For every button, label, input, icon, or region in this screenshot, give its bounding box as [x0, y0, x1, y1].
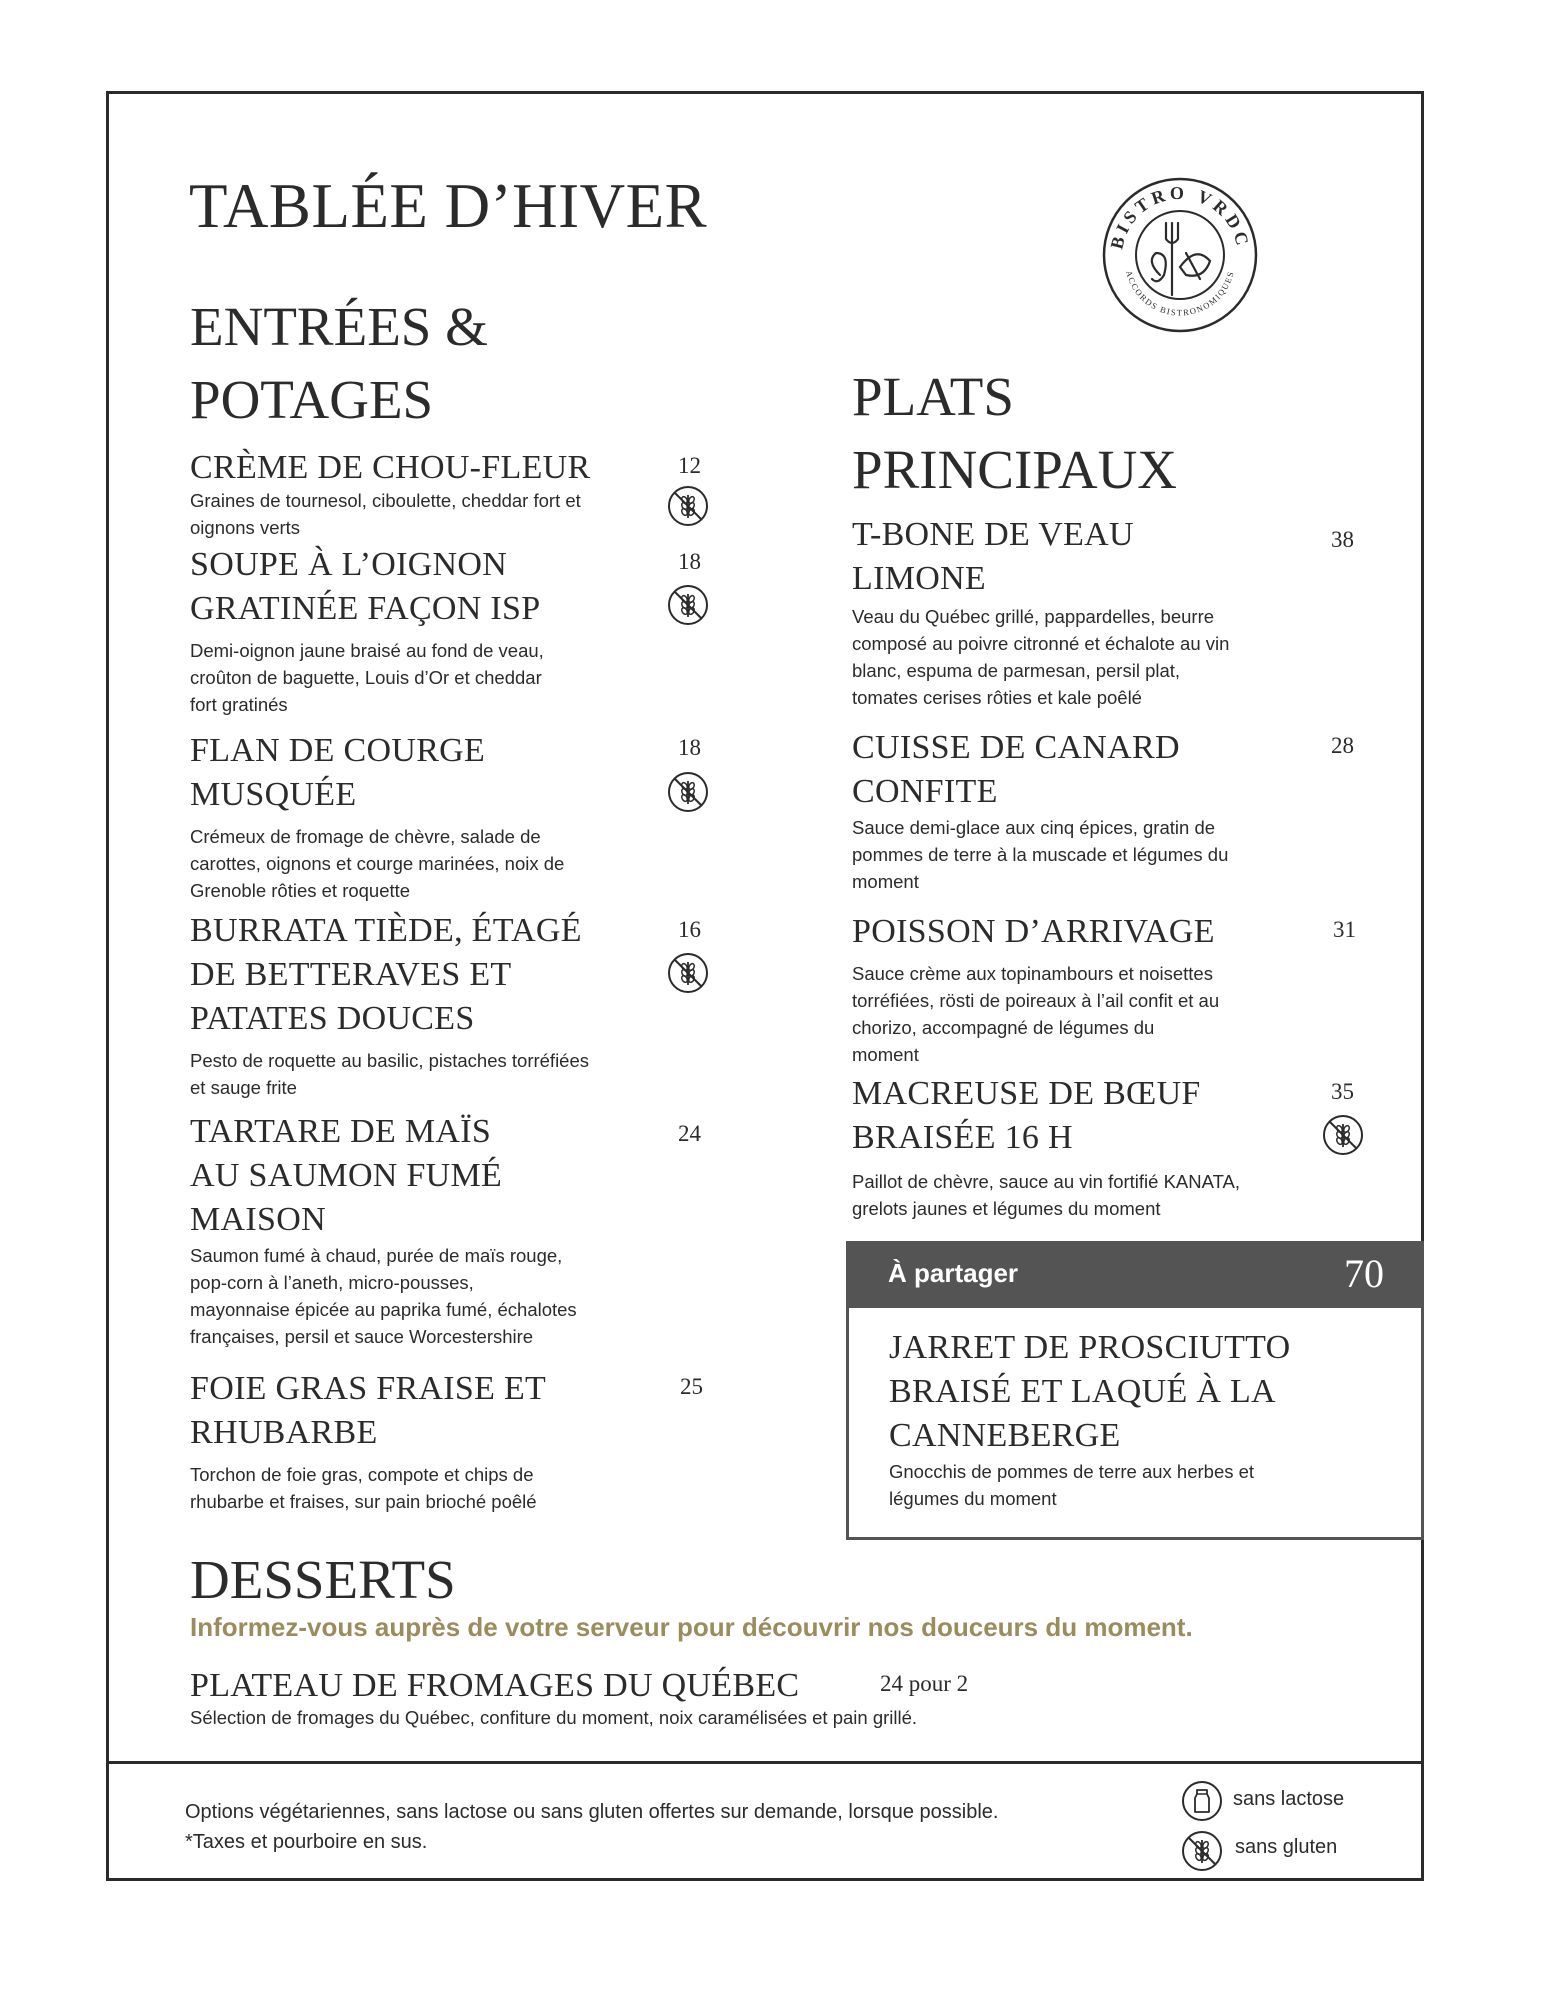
gluten-free-icon — [667, 771, 709, 813]
item-description: Pesto de roquette au basilic, pistaches torréfiées et sauge frite — [190, 1050, 590, 1098]
menu-item-soupe-oignon — [190, 543, 660, 718]
item-price: 24 — [678, 1121, 701, 1146]
item-price: 31 — [1333, 917, 1356, 942]
item-description: Gnocchis de pommes de terre aux herbes et légumes du moment — [889, 1461, 1255, 1509]
share-item-box — [846, 1308, 1424, 1540]
legend-gluten-label: sans gluten — [1235, 1836, 1338, 1858]
footer-divider — [106, 1761, 1424, 1764]
logo-arc-top: BISTRO VRDC — [1106, 182, 1254, 252]
item-name: BURRATA TIÈDE, ÉTAGÉ DE BETTERAVES ET PATATES DOUCES — [190, 912, 582, 1037]
item-name: CRÈME DE CHOU-FLEUR — [190, 449, 591, 486]
bistro-logo — [1100, 175, 1260, 335]
share-banner — [846, 1241, 1424, 1308]
item-description: Crémeux de fromage de chèvre, salade de carottes, oignons et courge marinées, noix de Grenoble rôties et roquette — [190, 826, 565, 901]
plats-title: PLATS PRINCIPAUX — [852, 366, 1178, 500]
item-price: 28 — [1331, 733, 1354, 758]
gluten-free-icon — [667, 952, 709, 994]
item-description: Saumon fumé à chaud, purée de maïs rouge, pop-corn à l’aneth, micro-pousses, mayonnaise épicée au paprika fumé, échalotes françaises, persil et sauce Worcestershire — [190, 1245, 577, 1347]
menu-item-cuisse-canard — [852, 726, 1292, 895]
menu-item-tartare-mais — [190, 1110, 660, 1350]
item-name: JARRET DE PROSCIUTTO BRAISÉ ET LAQUÉ À LA CANNEBERGE — [889, 1329, 1291, 1454]
item-name: FOIE GRAS FRAISE ET RHUBARBE — [190, 1370, 547, 1451]
cheese-plate-price: 24 pour 2 — [880, 1671, 969, 1696]
item-description: Torchon de foie gras, compote et chips de rhubarbe et fraises, sur pain brioché poêlé — [190, 1464, 537, 1512]
lactose-free-icon — [1181, 1780, 1223, 1822]
item-price: 18 — [678, 549, 701, 574]
menu-title: TABLÉE D’HIVER — [189, 171, 708, 241]
item-description: Paillot de chèvre, sauce au vin fortifié KANATA, grelots jaunes et légumes du moment — [852, 1171, 1240, 1219]
legend-lactose-label: sans lactose — [1233, 1788, 1345, 1810]
item-name: CUISSE DE CANARD CONFITE — [852, 729, 1180, 810]
item-price: 16 — [678, 917, 701, 942]
gluten-free-icon — [1322, 1114, 1364, 1156]
menu-item-burrata — [190, 909, 660, 1101]
menu-item-creme-chou-fleur — [190, 449, 660, 541]
menu-item-poisson-arrivage — [852, 910, 1292, 1068]
share-label: À partager — [888, 1258, 1019, 1288]
footer-options-note: Options végétariennes, sans lactose ou sans gluten offertes sur demande, lorsque possible. — [185, 1801, 999, 1823]
item-price: 35 — [1331, 1079, 1354, 1104]
gluten-free-icon — [1181, 1830, 1223, 1872]
item-name: FLAN DE COURGE MUSQUÉE — [190, 732, 486, 813]
menu-item-jarret-prosciutto — [889, 1326, 1389, 1512]
footer-taxes-note: *Taxes et pourboire en sus. — [185, 1831, 428, 1853]
item-price: 38 — [1331, 527, 1354, 552]
gluten-free-icon — [667, 485, 709, 527]
item-name: POISSON D’ARRIVAGE — [852, 913, 1215, 950]
item-name: T-BONE DE VEAU LIMONE — [852, 516, 1134, 597]
menu-item-foie-gras — [190, 1367, 660, 1515]
item-name: MACREUSE DE BŒUF BRAISÉE 16 H — [852, 1075, 1201, 1156]
svg-text:BISTRO VRDC — [1106, 183, 1253, 251]
item-price: 12 — [678, 453, 701, 478]
item-description: Sauce demi-glace aux cinq épices, gratin de pommes de terre à la muscade et légumes du moment — [852, 817, 1229, 892]
item-price: 18 — [678, 735, 701, 760]
menu-item-macreuse-boeuf — [852, 1072, 1292, 1222]
item-description: Graines de tournesol, ciboulette, cheddar fort et oignons verts — [190, 490, 581, 538]
share-price: 70 — [1344, 1251, 1384, 1296]
logo-arc-bottom: ACCORDS BISTRONOMIQUES — [1124, 269, 1236, 318]
cheese-plate-description: Sélection de fromages du Québec, confiture du moment, noix caramélisées et pain grillé. — [190, 1707, 918, 1728]
menu-item-t-bone-veau — [852, 513, 1292, 711]
item-name: TARTARE DE MAÏS AU SAUMON FUMÉ MAISON — [190, 1113, 503, 1238]
cheese-plate-name: PLATEAU DE FROMAGES DU QUÉBEC — [190, 1667, 800, 1704]
gluten-free-icon — [667, 584, 709, 626]
desserts-title: DESSERTS — [190, 1549, 456, 1610]
desserts-note: Informez-vous auprès de votre serveur pour découvrir nos douceurs du moment. — [190, 1612, 1193, 1642]
item-description: Sauce crème aux topinambours et noisettes torréfiées, rösti de poireaux à l’ail confit et au chorizo, accompagné de légumes du moment — [852, 963, 1220, 1065]
menu-item-flan-courge — [190, 729, 660, 904]
entrees-title: ENTRÉES & POTAGES — [190, 296, 488, 430]
item-name: SOUPE À L’OIGNON GRATINÉE FAÇON ISP — [190, 546, 541, 627]
item-description: Demi-oignon jaune braisé au fond de veau, croûton de baguette, Louis d’Or et cheddar fort gratinés — [190, 640, 544, 715]
footer-notes — [185, 1797, 998, 1857]
item-description: Veau du Québec grillé, pappardelles, beurre composé au poivre citronné et échalote au vin blanc, espuma de parmesan, persil plat, tomates cerises rôties et kale poêlé — [852, 606, 1230, 708]
item-price: 25 — [680, 1374, 703, 1399]
